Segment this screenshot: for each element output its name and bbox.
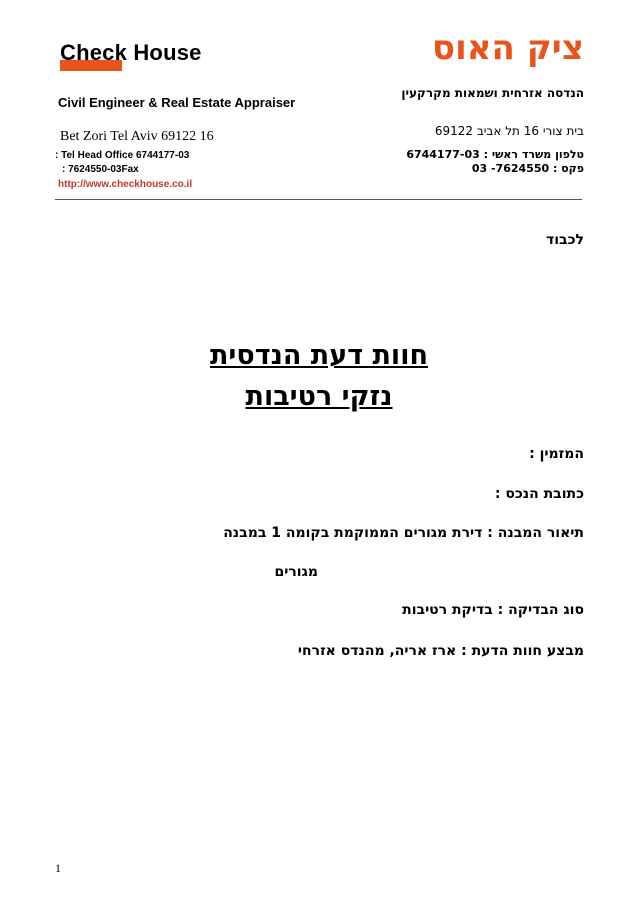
subtitle-en: Civil Engineer & Real Estate Appraiser [58,95,296,110]
field-performed-by: מבצע חוות הדעת : ארז אריה, מהנדס אזרחי [297,643,584,659]
field-inspection-type: סוג הבדיקה : בדיקת רטיבות [402,602,584,618]
tel-en: : Tel Head Office 6744177-03 [55,150,190,161]
tel-he: טלפון משרד ראשי : 6744177-03 [406,148,584,161]
document-title: חוות דעת הנדסית [209,340,429,371]
brand-name-he: ציק האוס [432,28,584,68]
page-number: 1 [55,861,61,875]
website-link[interactable]: http://www.checkhouse.co.il [58,179,193,190]
field-client: המזמין : [529,446,584,462]
field-building-description-cont: מגורים [274,564,318,580]
brand-name-en: Check House [60,40,202,65]
recipient-label: לכבוד [546,232,584,248]
tagline-he: הנדסה אזרחית ושמאות מקרקעין [401,86,584,100]
address-en: Bet Zori Tel Aviv 69122 16 [60,129,214,144]
field-building-description: תיאור המבנה : דירת מגורים הממוקמת בקומה 1 במבנה [223,525,584,541]
fax-en: : 7624550-03Fax [62,164,139,175]
fax-he: פקס : 7624550- 03 [471,162,584,175]
document-subtitle: נזקי רטיבות [245,381,393,412]
header-divider [55,199,582,200]
field-property-address: כתובת הנכס : [494,486,584,502]
address-he: בית צורי 16 תל אביב 69122 [434,124,584,138]
